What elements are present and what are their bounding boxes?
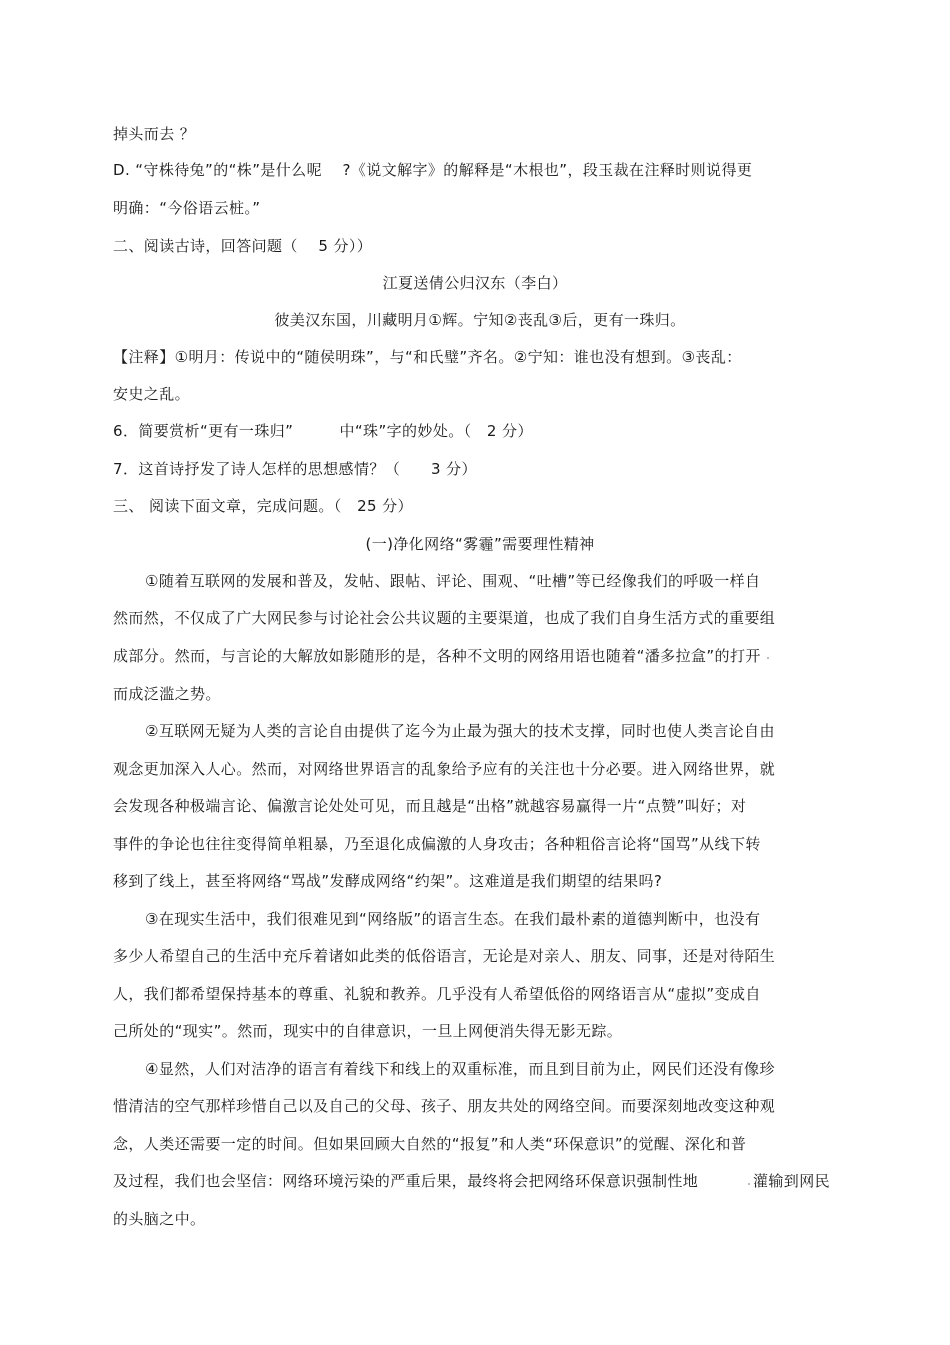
- question-6: 6．简要赏析“更有一珠归” 中“珠”字的妙处。（ 2 分）: [113, 422, 533, 440]
- paragraph-3-line: 己所处的“现实”。然而，现实中的自律意识，一旦上网便消失得无影无踪。: [113, 1022, 623, 1040]
- paragraph-2-line: 移到了线上，甚至将网络“骂战”发酵成网络“约架”。这难道是我们期望的结果吗?: [113, 872, 663, 890]
- section-heading-2: 二、阅读古诗，回答问题（ 5 分））: [113, 237, 373, 255]
- paragraph-2-line: 会发现各种极端言论、偏激言论处处可见，而且越是“出格”就越容易赢得一片“点赞”叫好；对: [113, 797, 747, 815]
- option-d: D. “守株待兔”的“株”是什么呢 ?《说文解字》的解释是“木根也”，段玉裁在注释时则说得更: [113, 161, 753, 179]
- paragraph-3-line: 人，我们都希望保持基本的尊重、礼貌和教养。几乎没有人希望低俗的网络语言从“虚拟”变成自: [113, 985, 761, 1003]
- paragraph-1-line: 而成泛滥之势。: [113, 685, 221, 703]
- paragraph-2-line: ②互联网无疑为人类的言论自由提供了迄今为止最为强大的技术支撑，同时也使人类言论自由: [145, 722, 775, 740]
- paragraph-4-line: 的头脑之中。: [113, 1210, 206, 1228]
- scan-speck: [767, 657, 769, 659]
- paragraph-4-line: 念，人类还需要一定的时间。但如果回顾大自然的“报复”和人类“环保意识”的觉醒、深化和普: [113, 1135, 747, 1153]
- poem-notes-cont: 安史之乱。: [113, 385, 191, 403]
- paragraph-4-line: 惜清洁的空气那样珍惜自己以及自己的父母、孩子、朋友共处的网络空间。而要深刻地改变这种观: [113, 1097, 776, 1115]
- paragraph-4-line-tail: 灌输到网民: [753, 1172, 831, 1190]
- text-line: 掉头而去 ？: [113, 125, 196, 143]
- text-line: 明确：“今俗语云桩。”: [113, 199, 261, 217]
- paragraph-2-line: 观念更加深入人心。然而，对网络世界语言的乱象给予应有的关注也十分必要。进入网络世界，就: [113, 760, 776, 778]
- question-7: 7．这首诗抒发了诗人怎样的思想感情？（ 3 分）: [113, 460, 477, 478]
- paragraph-4-line: ④显然，人们对洁净的语言有着线下和线上的双重标准，而且到目前为止，网民们还没有像珍: [145, 1060, 775, 1078]
- article-title: (一)净化网络“雾霾”需要理性精神: [365, 535, 595, 553]
- section-heading-3: 三、 阅读下面文章，完成问题。（ 25 分）: [113, 497, 413, 515]
- paragraph-1-line: ①随着互联网的发展和普及，发帖、跟帖、评论、围观、“吐槽”等已经像我们的呼吸一样自: [145, 572, 761, 590]
- poem-title: 江夏送倩公归汉东（李白）: [382, 274, 568, 292]
- paragraph-4-line: 及过程，我们也会坚信：网络环境污染的严重后果，最终将会把网络环保意识强制性地: [113, 1172, 699, 1190]
- scan-speck: [748, 1183, 750, 1185]
- paragraph-3-line: 多少人希望自己的生活中充斥着诸如此类的低俗语言，无论是对亲人、朋友、同事，还是对待陌生: [113, 947, 776, 965]
- poem-notes: 【注释】①明月：传说中的“随侯明珠”，与“和氏璧”齐名。②宁知：谁也没有想到。③丧乱：: [113, 348, 742, 366]
- paragraph-1-line: 成部分。然而，与言论的大解放如影随形的是，各种不文明的网络用语也随着“潘多拉盒”的打开: [113, 647, 761, 665]
- paragraph-3-line: ③在现实生活中，我们很难见到“网络版”的语言生态。在我们最朴素的道德判断中，也没有: [145, 910, 761, 928]
- poem-text: 彼美汉东国，川藏明月①辉。宁知②丧乱③后，更有一珠归。: [274, 311, 686, 329]
- paragraph-2-line: 事件的争论也往往变得简单粗暴，乃至退化成偏激的人身攻击；各种粗俗言论将“国骂”从线下转: [113, 835, 761, 853]
- paragraph-1-line: 然而然，不仅成了广大网民参与讨论社会公共议题的主要渠道，也成了我们自身生活方式的重要组: [113, 609, 776, 627]
